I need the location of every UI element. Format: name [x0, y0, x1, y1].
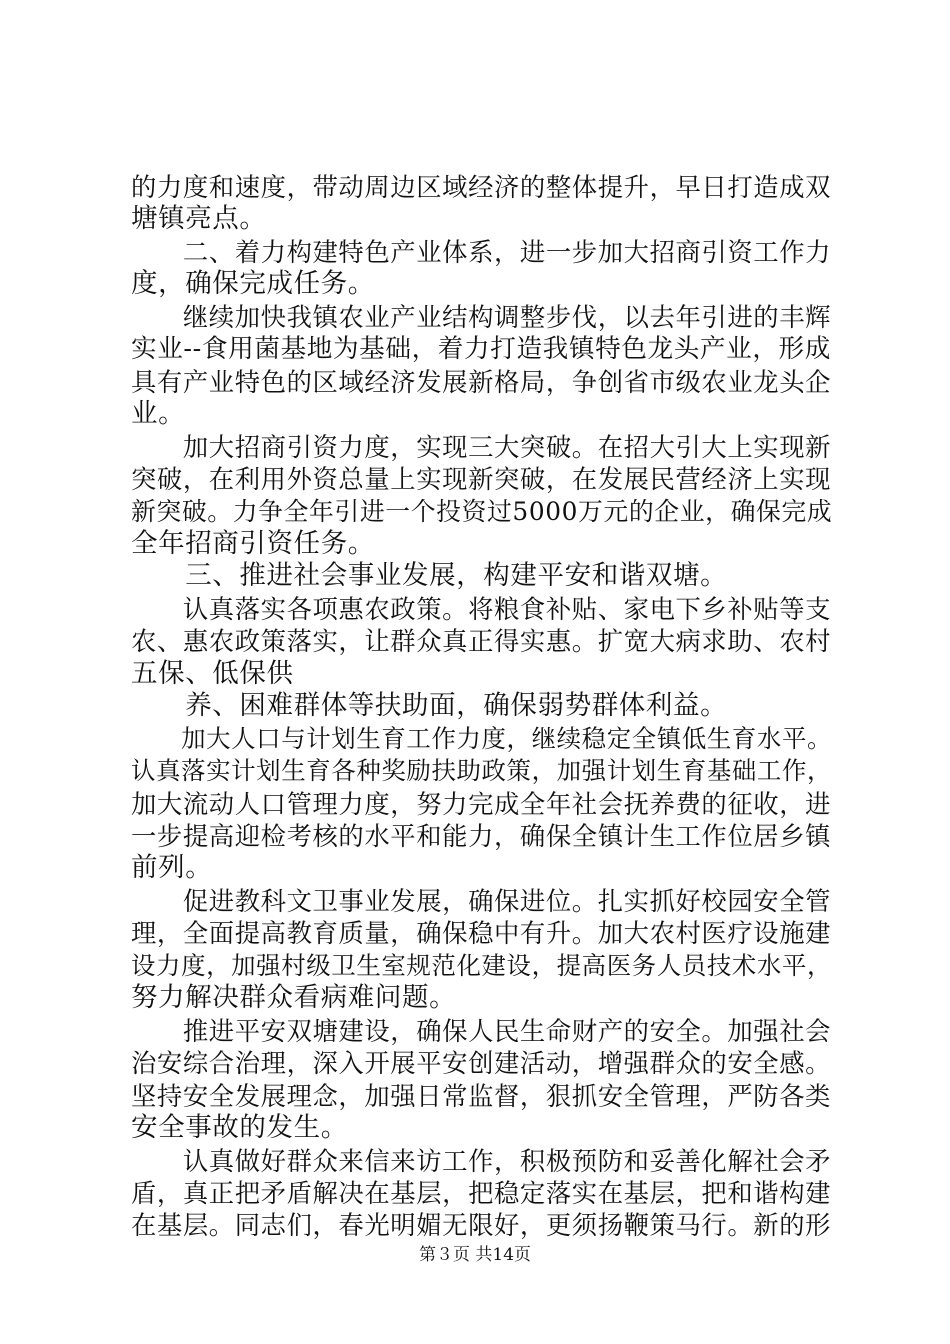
text-line: 认真落实计划生育各种奖励扶助政策，加强计划生育基础工作， — [131, 756, 833, 786]
text-line: 坚持安全发展理念，加强日常监督，狠抓安全管理，严防各类 — [131, 1080, 832, 1111]
text-line: 实业--食用菌基地为基础，着力打造我镇特色龙头产业，形成 — [131, 334, 831, 365]
text-line: 加大流动人口管理力度，努力完成全年社会抚养费的征收，进 — [131, 788, 832, 819]
text-line: 塘镇亮点。 — [131, 203, 267, 235]
text-line: 认真落实各项惠农政策。将粮食补贴、家电下乡补贴等支 — [131, 593, 832, 624]
text-line: 加大招商引资力度，实现三大突破。在招大引大上实现新 — [131, 431, 832, 462]
text-line: 农、惠农政策落实，让群众真正得实惠。扩宽大病求助、农村 — [131, 626, 832, 657]
text-line: 的力度和速度，带动周边区域经济的整体提升，早日打造成双 — [131, 172, 832, 202]
text-line: 盾，真正把矛盾解决在基层，把稳定落实在基层，把和谐构建 — [131, 1177, 832, 1208]
text-line: 具有产业特色的区域经济发展新格局，争创省市级农业龙头企 — [131, 366, 832, 397]
text-line: 前列。 — [131, 852, 213, 884]
text-line: 二、着力构建特色产业体系，进一步加大招商引资工作力 — [131, 236, 832, 267]
text-line: 业。 — [131, 398, 186, 430]
text-line: 继续加快我镇农业产业结构调整步伐，以去年引进的丰辉 — [131, 301, 832, 332]
text-line: 养、困难群体等扶助面，确保弱势群体利益。 — [131, 690, 728, 722]
text-line: 努力解决群众看病难问题。 — [131, 982, 457, 1014]
text-line: 全年招商引资任务。 — [131, 527, 375, 559]
text-line: 五保、低保供 — [131, 657, 294, 689]
text-line: 在基层。同志们，春光明媚无限好，更须扬鞭策马行。新的形 — [131, 1210, 832, 1241]
text-line: 新突破。力争全年引进一个投资过5000万元的企业，确保完成 — [131, 496, 833, 526]
text-line: 推进平安双塘建设，确保人民生命财产的安全。加强社会 — [131, 1015, 832, 1046]
text-line: 安全事故的发生。 — [131, 1112, 348, 1144]
text-line: 认真做好群众来信来访工作，积极预防和妥善化解社会矛 — [131, 1145, 832, 1176]
text-line: 治安综合治理，深入开展平安创建活动，增强群众的安全感。 — [131, 1048, 832, 1079]
text-line: 度，确保完成任务。 — [131, 268, 375, 300]
text-line: 一步提高迎检考核的水平和能力，确保全镇计生工作位居乡镇 — [131, 821, 832, 851]
text-line: 突破，在利用外资总量上实现新突破，在发展民营经济上实现 — [131, 464, 832, 495]
text-line: 加大人口与计划生育工作力度，继续稳定全镇低生育水平。 — [131, 723, 833, 753]
text-line: 促进教科文卫事业发展，确保进位。扎实抓好校园安全管 — [131, 885, 832, 916]
page-footer: 第３页 共14页 — [418, 1245, 532, 1265]
text-line: 设力度，加强村级卫生室规范化建设，提高医务人员技术水平， — [131, 950, 833, 980]
text-line: 三、推进社会事业发展，构建平安和谐双塘。 — [131, 560, 728, 592]
text-line: 理，全面提高教育质量，确保稳中有升。加大农村医疗设施建 — [131, 918, 832, 949]
